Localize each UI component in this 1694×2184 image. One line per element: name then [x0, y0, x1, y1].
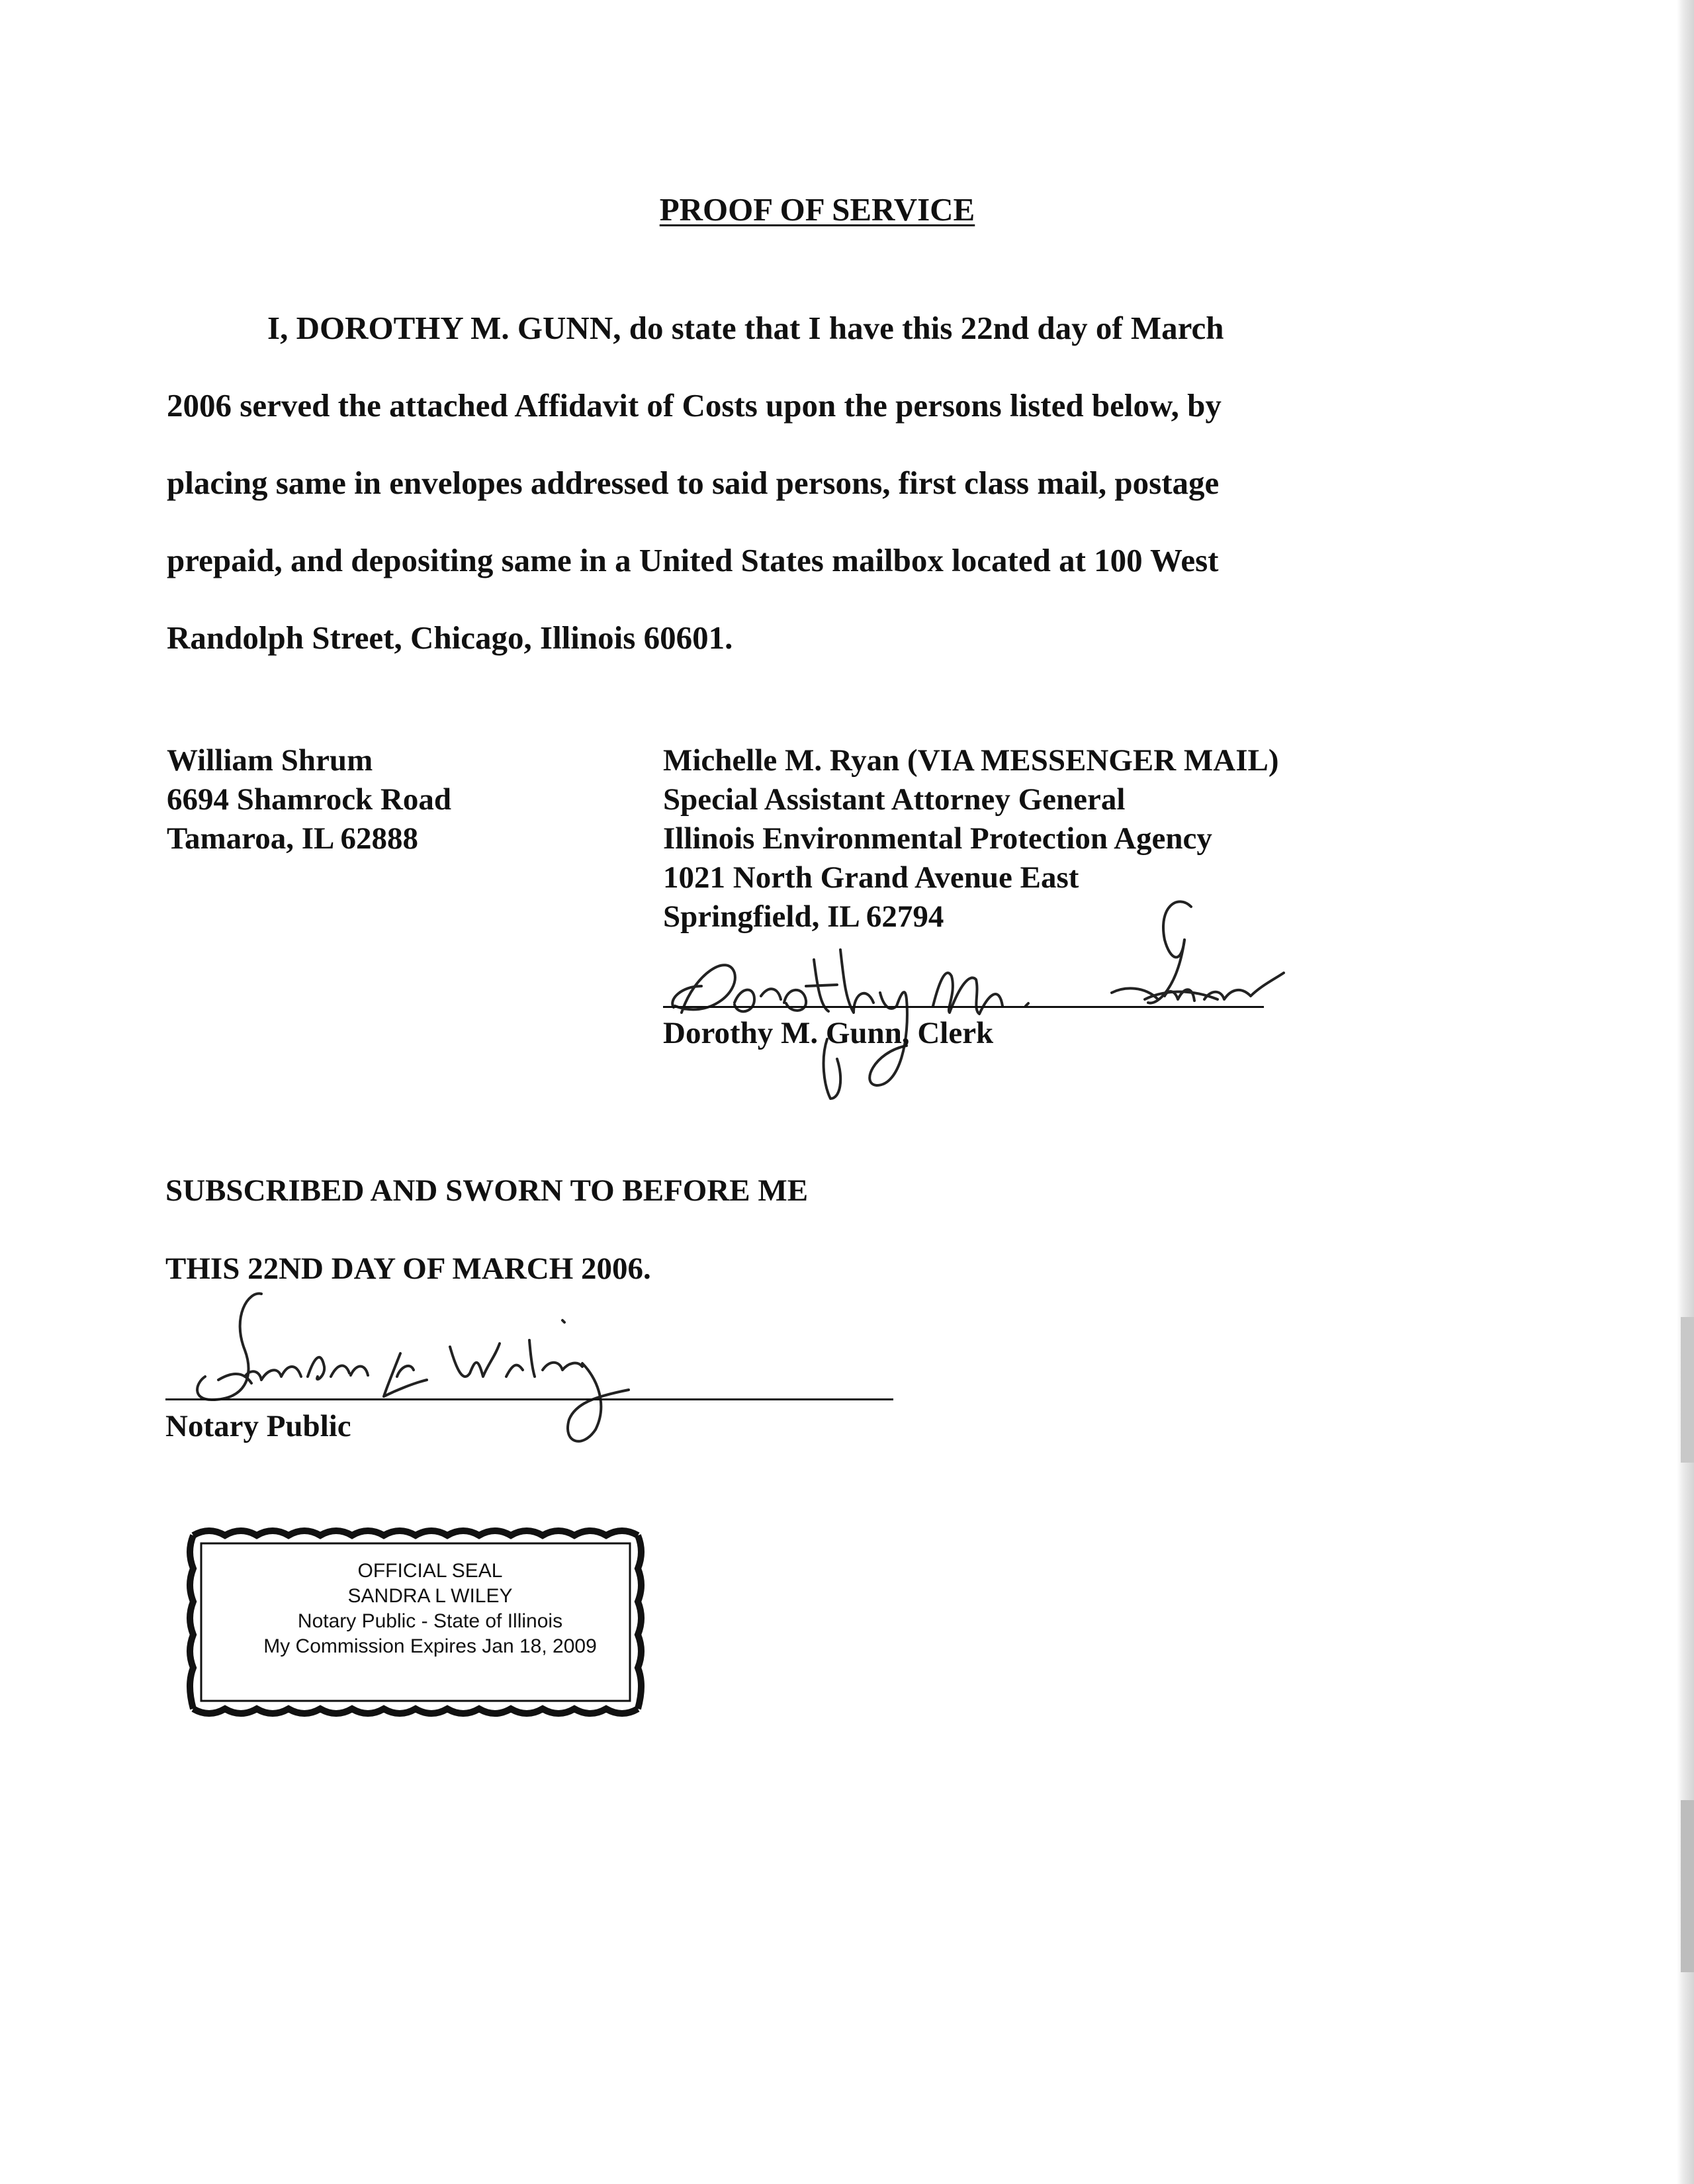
- scan-shadow: [1681, 1317, 1694, 1463]
- address-line: Tamaroa, IL 62888: [167, 821, 418, 856]
- clerk-signature-label: Dorothy M. Gunn, Clerk: [663, 1016, 994, 1050]
- notary-signature-line: [165, 1398, 893, 1400]
- address-line: 1021 North Grand Avenue East: [663, 860, 1079, 895]
- seal-line: OFFICIAL SEAL: [357, 1560, 503, 1582]
- seal-line: SANDRA L WILEY: [347, 1585, 513, 1607]
- service-statement: [167, 308, 1305, 696]
- sworn-statement-line: THIS 22ND DAY OF MARCH 2006.: [165, 1251, 651, 1286]
- page-title: PROOF OF SERVICE: [659, 191, 975, 228]
- address-line: William Shrum: [167, 743, 373, 778]
- address-line: Special Assistant Attorney General: [663, 782, 1126, 817]
- official-seal-text: [218, 1559, 642, 1659]
- sworn-statement-line: SUBSCRIBED AND SWORN TO BEFORE ME: [165, 1173, 809, 1208]
- statement-line: prepaid, and depositing same in a United States mailbox located at 100 West: [167, 542, 1219, 578]
- scan-edge: [1677, 0, 1694, 2184]
- recipient-address-left: [167, 741, 451, 858]
- notary-signature-label: Notary Public: [165, 1409, 351, 1443]
- statement-line: 2006 served the attached Affidavit of Costs upon the persons listed below, by: [167, 387, 1222, 424]
- address-line: 6694 Shamrock Road: [167, 782, 452, 817]
- scan-shadow: [1681, 1800, 1694, 1972]
- address-line: Illinois Environmental Protection Agency: [663, 821, 1212, 856]
- seal-line: My Commission Expires Jan 18, 2009: [263, 1635, 597, 1657]
- statement-line: Randolph Street, Chicago, Illinois 60601.: [167, 619, 733, 656]
- address-line: Springfield, IL 62794: [663, 899, 944, 934]
- clerk-signature-line: [663, 1006, 1264, 1008]
- seal-line: Notary Public - State of Illinois: [297, 1610, 563, 1632]
- address-line: Michelle M. Ryan (VIA MESSENGER MAIL): [663, 743, 1279, 778]
- statement-line: placing same in envelopes addressed to said persons, first class mail, postage: [167, 465, 1220, 501]
- clerk-signature: [655, 887, 1290, 1105]
- statement-line: I, DOROTHY M. GUNN, do state that I have this 22nd day of March: [267, 310, 1224, 346]
